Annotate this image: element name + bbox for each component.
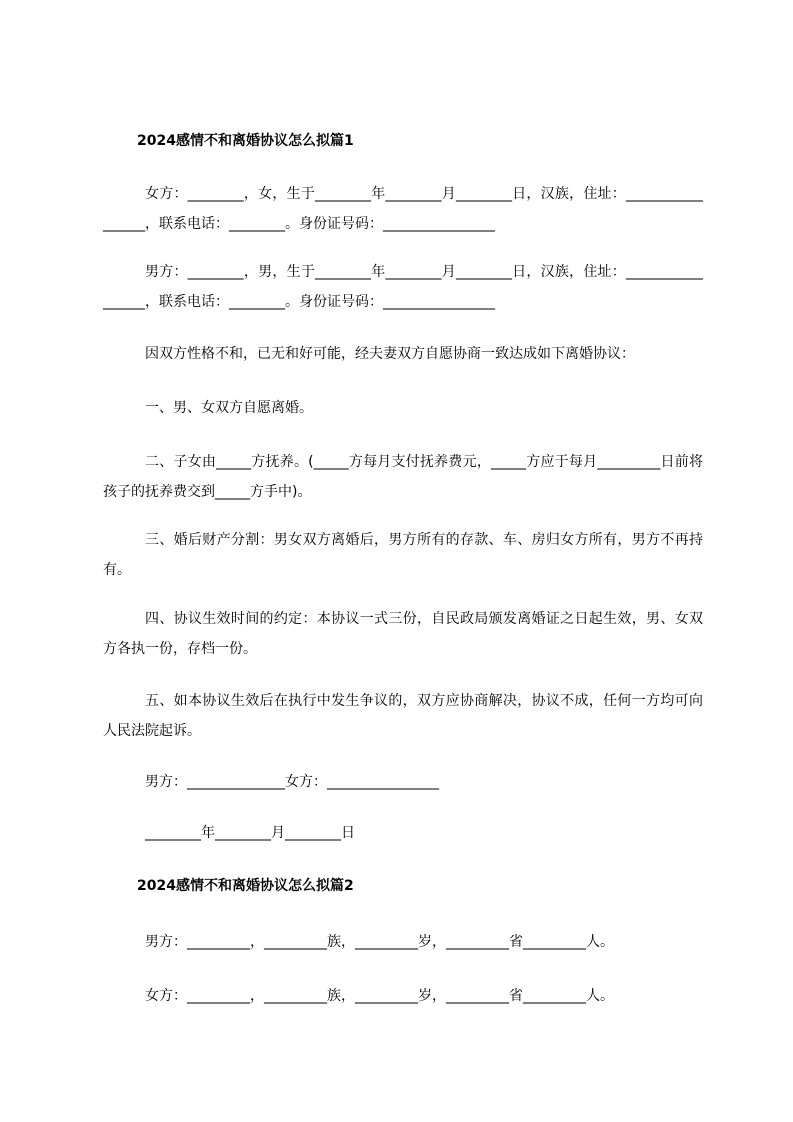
section1-title: 2024感情不和离婚协议怎么拟篇1 — [137, 133, 354, 149]
date-line: ________年________月________日 — [145, 825, 355, 841]
clause-2: 二、子女由_____方抚养。(_____方每月支付抚养费元，_____方应于每月_________日前将孩子的抚养费交到_____方手中)。 — [103, 454, 703, 500]
agreement-intro: 因双方性格不和，已无和好可能，经夫妻双方自愿协商一致达成如下离婚协议： — [145, 346, 635, 362]
section2-female-line: 女方：_________，_________族，_________岁，_________省_________人。 — [145, 988, 614, 1004]
clause-3: 三、婚后财产分割：男女双方离婚后，男方所有的存款、车、房归女方所有，男方不再持有。 — [103, 532, 703, 578]
clause-5: 五、如本协议生效后在执行中发生争议的，双方应协商解决，协议不成，任何一方均可向人民法院起诉。 — [103, 693, 703, 739]
section2-male-line: 男方：_________，_________族，_________岁，_________省_________人。 — [145, 934, 614, 950]
male-party-info: 男方：________，男，生于________年________月________日，汉族，住址：_________________，联系电话：________。身份证号码：________________ — [103, 264, 703, 310]
clause-4: 四、协议生效时间的约定：本协议一式三份，自民政局颁发离婚证之日起生效，男、女双方各执一份，存档一份。 — [103, 611, 703, 657]
signature-line: 男方：______________女方：________________ — [145, 774, 439, 790]
section2-title: 2024感情不和离婚协议怎么拟篇2 — [137, 878, 354, 894]
clause-1: 一、男、女双方自愿离婚。 — [145, 400, 313, 416]
female-party-info: 女方：________，女，生于________年________月________日，汉族，住址：_________________，联系电话：________。身份证号码：________________ — [103, 186, 703, 232]
